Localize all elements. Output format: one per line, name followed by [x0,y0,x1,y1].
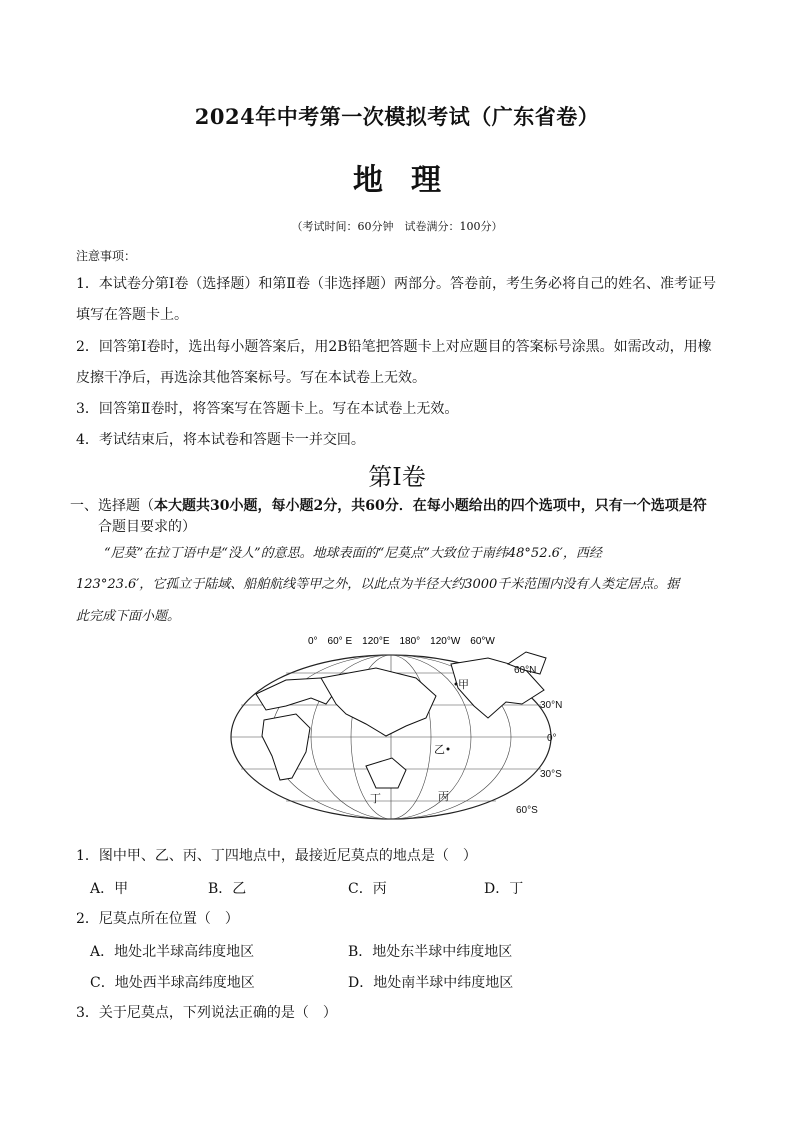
q1-option-c: C．丙 [348,881,387,897]
note-line: 填写在答题卡上。 [76,307,188,323]
section-instruction-line2: 合题目要求的） [98,519,196,535]
note-line: 1．本试卷分第Ⅰ卷（选择题）和第Ⅱ卷（非选择题）两部分。答卷前，考生务必将自己的姓名、准考证号 [76,276,716,292]
passage-line: 123°23.6′，它孤立于陆域、船舶航线等甲之外，以此点为半径大约3000千米范围内没有人类定居点。据 [76,577,680,592]
question-2: 2．尼莫点所在位置（ ） [76,911,239,927]
passage-line: “尼莫”在拉丁语中是“没人”的意思。地球表面的“尼莫点”大致位于南纬48°52.6′，西经 [104,546,602,561]
point-bing: 丙 [438,791,449,803]
instruction-prefix: 一、选择题（ [70,498,154,514]
q2-option-d: D．地处南半球中纬度地区 [348,975,514,991]
q2-option-a: A．地处北半球高纬度地区 [90,944,255,960]
note-line: 皮擦干净后，再选涂其他答案标号。写在本试卷上无效。 [76,370,426,386]
note-line: 2．回答第Ⅰ卷时，选出每小题答案后，用2B铅笔把答题卡上对应题目的答案标号涂黑。如需改动，用橡 [76,339,712,355]
q1-option-b: B．乙 [208,881,247,897]
exam-time-info: （考试时间：60分钟 试卷满分：100分） [291,220,503,233]
lat-label: 60°S [516,805,538,816]
point-ding: 丁 [370,793,381,805]
lat-label: 60°N [514,665,537,676]
lat-label: 30°S [540,769,562,780]
question-1: 1．图中甲、乙、丙、丁四地点中，最接近尼莫点的地点是（ ） [76,848,477,864]
note-line: 3．回答第Ⅱ卷时，将答案写在答题卡上。写在本试卷上无效。 [76,401,459,417]
point-jia-dot [455,683,458,686]
world-map [226,628,563,820]
q1-option-a: A．甲 [90,881,129,897]
longitude-labels: 0° 60° E 120°E 180° 120°W 60°W [308,636,495,647]
q2-option-b: B．地处东半球中纬度地区 [348,944,513,960]
lat-label: 30°N [540,700,563,711]
question-3: 3．关于尼莫点，下列说法正确的是（ ） [76,1005,337,1021]
point-jia: 甲 [458,679,469,691]
passage-line: 此完成下面小题。 [76,609,181,624]
q1-option-d: D．丁 [484,881,524,897]
section-title: 第Ⅰ卷 [368,463,426,491]
subject-title: 地理 [353,163,469,198]
notes-heading: 注意事项： [76,249,137,263]
africa-shape [262,714,310,780]
exam-title: 2024年中考第一次模拟考试（广东省卷） [194,104,600,129]
point-yi-dot [447,748,450,751]
note-line: 4．考试结束后，将本试卷和答题卡一并交回。 [76,432,365,448]
section-instruction [70,496,707,516]
instruction-bold: 本大题共30小题，每小题2分，共60分．在每小题给出的四个选项中，只有一个选项是符 [154,498,707,514]
q2-option-c: C．地处西半球高纬度地区 [90,975,255,991]
point-yi: 乙 [434,744,445,756]
australia-shape [366,758,406,788]
lat-label: 0° [547,733,557,744]
